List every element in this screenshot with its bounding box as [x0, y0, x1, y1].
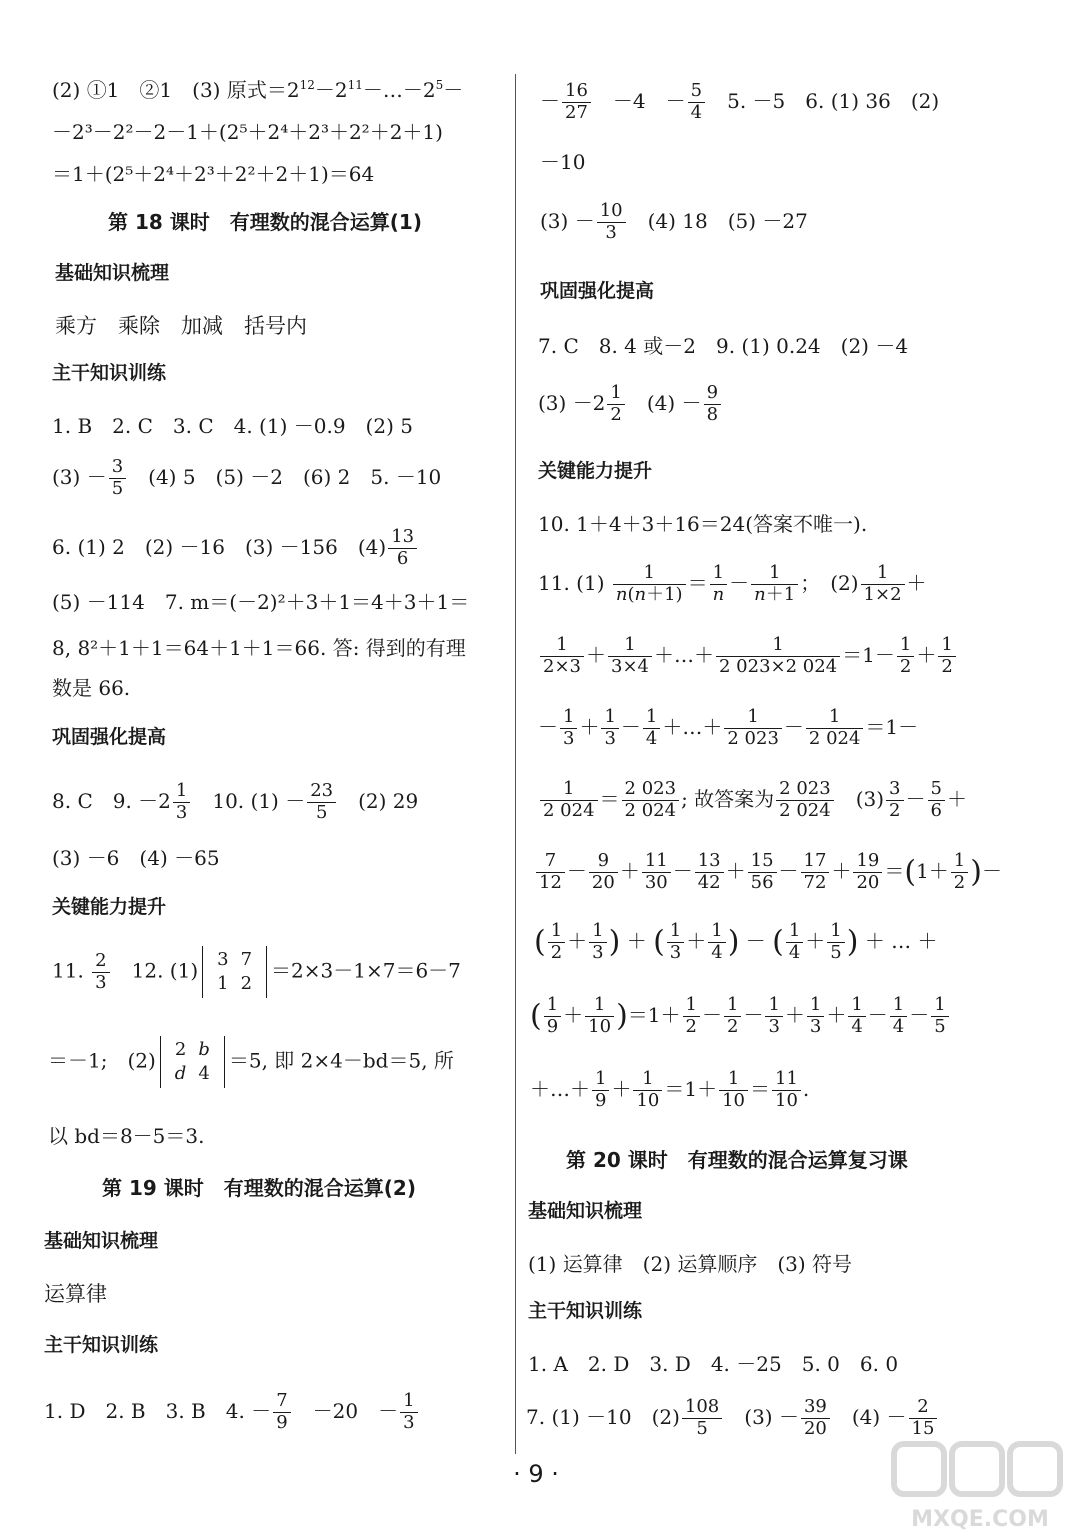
fraction: $\frac{1}{2}$ — [951, 852, 968, 893]
answer-line: ( $\frac{1}{9}$ ＋ $\frac{1}{10}$ )＝1＋ $\frac{1}{2}$ － $\frac{1}{2}$ － $\frac{1}{3}$ ＋ $\frac{1}{3}$ ＋ $\frac{1}{4}$ － $\frac{1}{4}$ － $\frac{1}{5}$ — [530, 996, 951, 1037]
fraction: $\frac{13}{6}$ — [388, 528, 417, 569]
section-heading: 主干知识训练 — [52, 362, 167, 384]
answer-line: 6. (1) 2 (2) －16 (3) －156 (4) $\frac{13}{6}$ — [52, 528, 419, 569]
fraction: $\frac{1}{3}$ — [807, 996, 824, 1037]
fraction: $\frac{7}{12}$ — [536, 852, 565, 893]
fraction: $\frac{1}{3}$ — [765, 996, 782, 1037]
fraction: $\frac{2}{3}$ — [92, 952, 109, 993]
section-heading: 关键能力提升 — [52, 896, 167, 918]
answer-line: (5) －114 7. m＝(－2)²＋3＋1＝4＋3＋1＝ — [52, 590, 470, 614]
fraction: $\frac{1}{2 023\times 2 024}$ — [716, 636, 840, 677]
answer-line: －10 — [540, 150, 586, 174]
fraction: $\frac{1}{3\times 4}$ — [608, 636, 652, 677]
fraction: $\frac{16}{27}$ — [562, 82, 591, 123]
fraction: $\frac{1}{3}$ — [589, 922, 606, 963]
fraction: $\frac{9}{20}$ — [589, 852, 618, 893]
answer-line: 11. $\frac{2}{3}$ 12. (1) 3 7 1 2 ＝2×3－1×7＝6－7 — [52, 946, 461, 998]
fraction: $\frac{1}{n(n+1)}$ — [613, 564, 686, 605]
fraction: $\frac{1}{2}$ — [683, 996, 700, 1037]
fraction: $\frac{1}{5}$ — [931, 996, 948, 1037]
fraction: $\frac{1}{10}$ — [719, 1070, 748, 1111]
lesson-title-18: 第 18 课时 有理数的混合运算(1) — [108, 210, 422, 234]
fraction: $\frac{2 023}{2 024}$ — [622, 780, 680, 821]
fraction: $\frac{1}{4}$ — [786, 922, 803, 963]
answer-line: ( $\frac{1}{2}$ ＋ $\frac{1}{3}$ ) ＋ ( $\frac{1}{3}$ ＋ $\frac{1}{4}$ ) － ( $\frac{1}{4}$ ＋ $\frac{1}{5}$ ) ＋ … ＋ — [534, 920, 938, 963]
answer-line: 数是 66. — [52, 676, 131, 700]
watermark-text: MXQE.COM — [911, 1507, 1049, 1532]
answer-line: － $\frac{1}{3}$ ＋ $\frac{1}{3}$ － $\frac{1}{4}$ ＋…＋ $\frac{1}{2 023}$ － $\frac{1}{2 024}$ ＝1－ — [538, 706, 919, 749]
fraction: $\frac{1}{3}$ — [400, 1392, 417, 1433]
answer-line: $\frac{1}{2 024}$ ＝ $\frac{2 023}{2 024}$ ; 故答案为 $\frac{2 023}{2 024}$ (3) $\frac{3}{2}$ － $\frac{5}{6}$ ＋ — [538, 780, 967, 821]
fraction: $\frac{39}{20}$ — [801, 1398, 830, 1439]
fraction: $\frac{23}{5}$ — [307, 782, 336, 823]
answer-line: 8. C 9. －2 $\frac{1}{3}$ 10. (1) － $\frac{23}{5}$ (2) 29 — [52, 780, 419, 823]
answer-line: 以 bd＝8－5＝3. — [48, 1124, 205, 1148]
section-heading: 基础知识梳理 — [528, 1200, 643, 1222]
fraction: $\frac{7}{9}$ — [273, 1392, 290, 1433]
section-heading: 关键能力提升 — [538, 460, 653, 482]
fraction: $\frac{1}{3}$ — [667, 922, 684, 963]
fraction: $\frac{13}{42}$ — [695, 852, 724, 893]
determinant: 2 b d 4 — [160, 1036, 225, 1088]
fraction: $\frac{11}{10}$ — [772, 1070, 801, 1111]
answer-line: －2³－2²－2－1＋(2⁵＋2⁴＋2³＋2²＋2＋1) — [52, 120, 443, 144]
answer-line: (3) －2 $\frac{1}{2}$ (4) － $\frac{9}{8}$ — [538, 384, 723, 425]
fraction: $\frac{1}{2}$ — [938, 636, 955, 677]
answer-line: 乘方 乘除 加减 括号内 — [55, 314, 307, 338]
fraction: $\frac{5}{4}$ — [688, 82, 705, 123]
answer-line: 1. B 2. C 3. C 4. (1) －0.9 (2) 5 — [52, 414, 413, 438]
fraction: $\frac{1}{4}$ — [890, 996, 907, 1037]
fraction: $\frac{10}{3}$ — [597, 202, 626, 243]
fraction: $\frac{2}{15}$ — [909, 1398, 938, 1439]
section-heading: 基础知识梳理 — [44, 1230, 159, 1252]
lesson-title-19: 第 19 课时 有理数的混合运算(2) — [102, 1176, 416, 1200]
answer-line: ＝－1; (2) 2 b d 4 ＝5, 即 2×4－bd＝5, 所 — [48, 1036, 454, 1088]
answer-line: 8, 8²＋1＋1＝64＋1＋1＝66. 答: 得到的有理 — [52, 636, 466, 660]
fraction: $\frac{1}{3}$ — [560, 708, 577, 749]
fraction: $\frac{3}{5}$ — [109, 458, 126, 499]
fraction: $\frac{2 023}{2 024}$ — [776, 780, 834, 821]
fraction: $\frac{1}{2}$ — [548, 922, 565, 963]
answer-line: $\frac{1}{2\times 3}$ ＋ $\frac{1}{3\times 4}$ ＋…＋ $\frac{1}{2 023\times 2 024}$ ＝1－ $\frac{1}{2}$ ＋ $\frac{1}{2}$ — [538, 636, 958, 677]
fraction: $\frac{1}{3}$ — [173, 782, 190, 823]
fraction: $\frac{1}{2\times 3}$ — [540, 636, 584, 677]
answer-line: ＋…＋ $\frac{1}{9}$ ＋ $\frac{1}{10}$ ＝1＋ $\frac{1}{10}$ ＝ $\frac{11}{10}$ . — [530, 1068, 810, 1111]
answer-line: (1) 运算律 (2) 运算顺序 (3) 符号 — [528, 1252, 853, 1276]
answer-line: 运算律 — [44, 1282, 107, 1306]
fraction: $\frac{1}{9}$ — [592, 1070, 609, 1111]
fraction: $\frac{1}{4}$ — [848, 996, 865, 1037]
fraction: $\frac{1}{4}$ — [708, 922, 725, 963]
section-heading: 巩固强化提高 — [540, 280, 655, 302]
answer-line: 10. 1＋4＋3＋16＝24(答案不唯一). — [538, 512, 868, 536]
fraction: $\frac{19}{20}$ — [853, 852, 882, 893]
fraction: $\frac{1}{2 024}$ — [540, 780, 598, 821]
answer-line: $\frac{7}{12}$ － $\frac{9}{20}$ ＋ $\frac{11}{30}$ － $\frac{13}{42}$ ＋ $\frac{15}{56}$ － $\frac{17}{72}$ ＋ $\frac{19}{20}$ ＝(1＋ $\frac{1}{2}$ )－ — [534, 852, 1002, 893]
fraction: $\frac{1}{5}$ — [827, 922, 844, 963]
fraction: $\frac{15}{56}$ — [748, 852, 777, 893]
answer-line: (3) － $\frac{3}{5}$ (4) 5 (5) －2 (6) 2 5. －10 — [52, 456, 442, 499]
section-heading: 巩固强化提高 — [52, 726, 167, 748]
fraction: $\frac{1}{2 024}$ — [806, 708, 864, 749]
answer-line: 1. D 2. B 3. B 4. － $\frac{7}{9}$ －20 － $\frac{1}{3}$ — [44, 1392, 420, 1433]
column-divider — [515, 74, 516, 1454]
fraction: $\frac{108}{5}$ — [682, 1398, 722, 1439]
page-number: · 9 · — [513, 1460, 559, 1488]
answer-line: 1. A 2. D 3. D 4. －25 5. 0 6. 0 — [528, 1352, 899, 1376]
answer-line: (3) － $\frac{10}{3}$ (4) 18 (5) －27 — [540, 200, 808, 243]
determinant: 3 7 1 2 — [202, 946, 267, 998]
fraction: $\frac{1}{10}$ — [633, 1070, 662, 1111]
answer-line: (3) －6 (4) －65 — [52, 846, 220, 870]
fraction: $\frac{1}{2}$ — [724, 996, 741, 1037]
fraction: $\frac{1}{10}$ — [585, 996, 614, 1037]
fraction: $\frac{1}{2 023}$ — [724, 708, 782, 749]
fraction: $\frac{1}{9}$ — [544, 996, 561, 1037]
fraction: $\frac{1}{2}$ — [897, 636, 914, 677]
section-heading: 主干知识训练 — [528, 1300, 643, 1322]
fraction: $\frac{1}{n+1}$ — [751, 564, 798, 605]
fraction: $\frac{1}{1\times 2}$ — [861, 564, 905, 605]
answer-line: 7. (1) －10 (2) $\frac{108}{5}$ (3) － $\frac{39}{20}$ (4) － $\frac{2}{15}$ — [526, 1398, 939, 1439]
section-heading: 基础知识梳理 — [55, 262, 170, 284]
fraction: $\frac{1}{4}$ — [643, 708, 660, 749]
lesson-title-20: 第 20 课时 有理数的混合运算复习课 — [566, 1148, 908, 1172]
fraction: $\frac{1}{2}$ — [607, 384, 624, 425]
answer-line: (2) ①1 ②1 (3) 原式$=2^{12}-2^{11}-\dots-2^5-$ — [52, 78, 464, 102]
answer-line: ＝1＋(2⁵＋2⁴＋2³＋2²＋2＋1)＝64 — [52, 162, 375, 186]
fraction: $\frac{1}{3}$ — [601, 708, 618, 749]
answer-line: － $\frac{16}{27}$ －4 － $\frac{5}{4}$ 5. －5 6. (1) 36 (2) — [540, 80, 940, 123]
fraction: $\frac{17}{72}$ — [801, 852, 830, 893]
watermark-logo — [890, 1440, 1070, 1536]
fraction: $\frac{5}{6}$ — [928, 780, 945, 821]
answer-line: 11. (1) $\frac{1}{n(n+1)}$ ＝ $\frac{1}{n}$ － $\frac{1}{n+1}$ ； (2) $\frac{1}{1\times 2}$ ＋ — [538, 562, 927, 605]
fraction: $\frac{9}{8}$ — [704, 384, 721, 425]
fraction: $\frac{11}{30}$ — [642, 852, 671, 893]
fraction: $\frac{1}{n}$ — [710, 564, 728, 605]
answer-line: 7. C 8. 4 或－2 9. (1) 0.24 (2) －4 — [538, 334, 909, 358]
section-heading: 主干知识训练 — [44, 1334, 159, 1356]
fraction: $\frac{3}{2}$ — [886, 780, 903, 821]
